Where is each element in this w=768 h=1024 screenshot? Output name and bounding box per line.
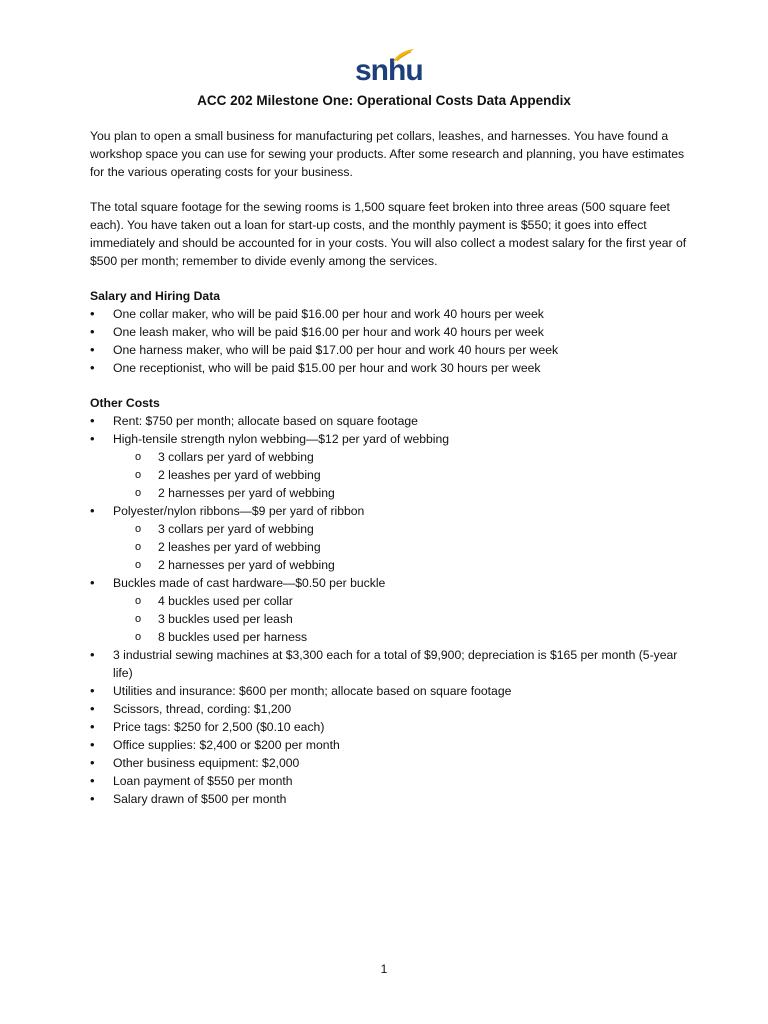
list-item: • Loan payment of $550 per month [90,772,690,790]
salary-list [90,305,690,377]
list-item: • One leash maker, who will be paid $16.00 per hour and work 40 hours per week [90,323,690,341]
list-item: • One collar maker, who will be paid $16.00 per hour and work 40 hours per week [90,305,690,323]
logo-text: snhu [355,54,423,87]
sub-list-item: o 2 harnesses per yard of webbing [90,556,690,574]
sub-list-item: o 2 leashes per yard of webbing [90,538,690,556]
sub-list-item: o 4 buckles used per collar [90,592,690,610]
sub-list-item: o 3 buckles used per leash [90,610,690,628]
list-item: • Office supplies: $2,400 or $200 per month [90,736,690,754]
webbing-sublist [90,448,690,502]
sub-list-item: o 3 collars per yard of webbing [90,448,690,466]
page-number: 1 [380,962,388,976]
list-item: • Rent: $750 per month; allocate based on square footage [90,412,690,430]
list-item: • Scissors, thread, cording: $1,200 [90,700,690,718]
sub-list-item: o 2 harnesses per yard of webbing [90,484,690,502]
list-item: • Buckles made of cast hardware—$0.50 per buckle [90,574,690,592]
buckles-sublist [90,592,690,646]
list-item: • 3 industrial sewing machines at $3,300 each for a total of $9,900; depreciation is $165 per month (5-year life) [90,646,690,682]
list-item: • Utilities and insurance: $600 per month; allocate based on square footage [90,682,690,700]
page-title: ACC 202 Milestone One: Operational Costs Data Appendix [197,93,571,108]
list-item: • Other business equipment: $2,000 [90,754,690,772]
snhu-logo [355,50,423,88]
leaf-icon [391,48,415,64]
intro-paragraph-1: You plan to open a small business for manufacturing pet collars, leashes, and harnesses. You have found a workshop space you can use for sewing your products. After some research and planning, you have estimates for the various operating costs for your business. [90,129,685,179]
list-item: • High-tensile strength nylon webbing—$12 per yard of webbing [90,430,690,448]
sub-list-item: o 8 buckles used per harness [90,628,690,646]
sub-list-item: o 2 leashes per yard of webbing [90,466,690,484]
list-item: • One harness maker, who will be paid $17.00 per hour and work 40 hours per week [90,341,690,359]
intro-paragraph-2: The total square footage for the sewing rooms is 1,500 square feet broken into three areas (500 square feet each). You have taken out a loan for start-up costs, and the monthly payment is $550; it goes into effect immediately and should be accounted for in your costs. You will also collect a modest salary for the first year of $500 per month; remember to divide evenly among the services. [90,200,687,268]
salary-heading: Salary and Hiring Data [90,289,221,303]
ribbons-sublist [90,520,690,574]
other-costs-heading: Other Costs [90,396,160,410]
list-item: • Salary drawn of $500 per month [90,790,690,808]
list-item: • Price tags: $250 for 2,500 ($0.10 each) [90,718,690,736]
list-item: • Polyester/nylon ribbons—$9 per yard of ribbon [90,502,690,520]
other-costs-list [90,412,690,808]
list-item: • One receptionist, who will be paid $15.00 per hour and work 30 hours per week [90,359,690,377]
document-body [90,127,690,825]
sub-list-item: o 3 collars per yard of webbing [90,520,690,538]
